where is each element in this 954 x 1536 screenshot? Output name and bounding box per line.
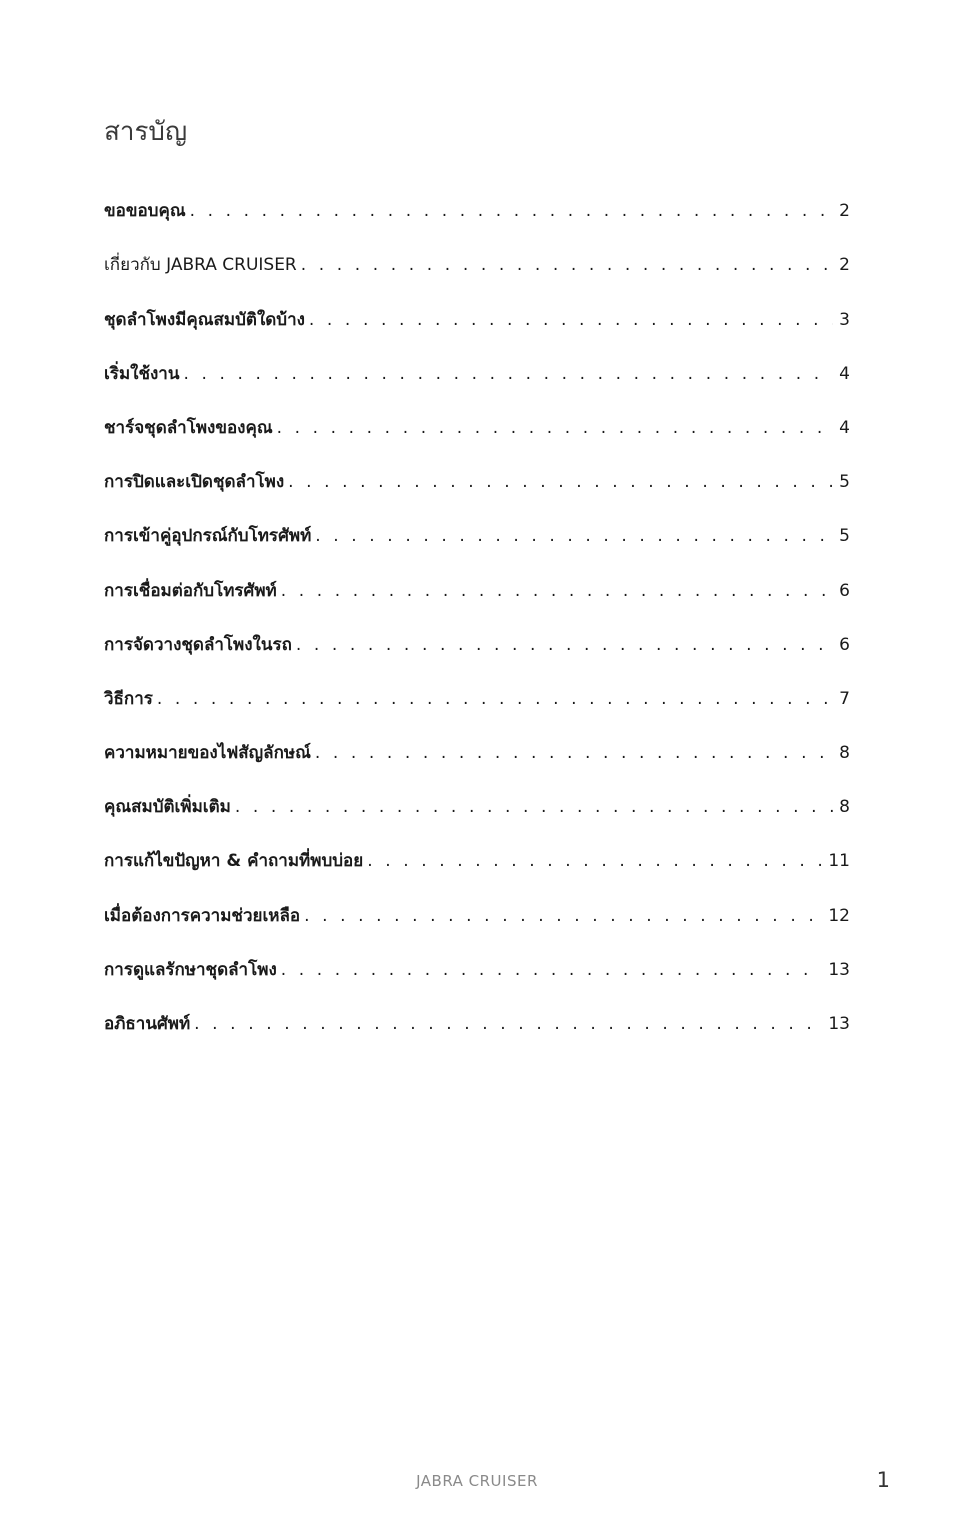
toc-entry-page: 4 [839,417,850,438]
toc-entry[interactable] [104,985,850,1039]
toc-entry-label: อภิธานศัพท์ [104,1014,191,1034]
toc-entry[interactable] [104,280,850,334]
toc-entry[interactable] [104,660,850,714]
page-number: 1 [876,1468,890,1492]
toc-entry[interactable] [104,172,850,226]
toc-entry[interactable] [104,443,850,497]
toc-entry[interactable] [104,931,850,985]
toc-entry-label: การเชื่อมต่อกับโทรศัพท์ [104,580,277,601]
toc-entry-label: การจัดวางชุดลำโพงในรถ [104,634,292,655]
dot-leader [277,413,834,443]
dot-leader [309,305,833,335]
dot-leader [367,846,822,876]
toc-entry-label: เริ่มใช้งาน [104,363,180,384]
dot-leader [281,955,823,985]
toc-entry-page: 4 [839,363,850,384]
toc-entry-label: การเข้าคู่อุปกรณ์กับโทรศัพท์ [104,526,312,547]
toc-entry-label: ขอขอบคุณ [104,201,186,222]
toc-entry[interactable] [104,497,850,551]
toc-entry-label: ความหมายของไฟสัญลักษณ์ [104,743,311,764]
toc-entry-label: คุณสมบัติเพิ่มเติม [104,797,231,818]
dot-leader [157,684,833,714]
toc-entry-label: ชุดลำโพงมีคุณสมบัติใดบ้าง [104,309,305,330]
toc-entry-page: 13 [828,959,850,980]
toc-entry-page: 11 [828,851,850,872]
toc-entry[interactable] [104,335,850,389]
toc-entry-page: 5 [839,526,850,547]
page-title: สารบัญ [104,117,188,147]
toc-entry-page: 6 [839,580,850,601]
toc-entry-page: 5 [839,472,850,493]
toc-entry-label: วิธีการ [104,688,153,709]
dot-leader [183,359,833,389]
toc-entry-page: 8 [839,743,850,764]
footer-brand: JABRA CRUISER [416,1472,538,1490]
toc-entry-page: 8 [839,797,850,818]
toc-entry-label: เกี่ยวกับ JABRA CRUISER [104,255,297,276]
toc-entry-label: การดูแลรักษาชุดลำโพง [104,959,277,980]
dot-leader [190,196,834,226]
dot-leader [315,521,833,551]
toc-entry[interactable] [104,551,850,605]
toc-entry-label: ชาร์จชุดลำโพงของคุณ [104,417,273,438]
toc-entry[interactable] [104,606,850,660]
toc-entry-page: 13 [828,1014,850,1034]
dot-leader [304,901,822,931]
toc-entry-page: 2 [839,255,850,276]
table-of-contents [104,172,850,1039]
dot-leader [235,792,833,822]
toc-entry-page: 12 [828,905,850,926]
toc-entry[interactable] [104,389,850,443]
toc-entry-label: การปิดและเปิดชุดลำโพง [104,472,285,493]
toc-entry[interactable] [104,714,850,768]
dot-leader [288,467,833,497]
toc-entry[interactable] [104,876,850,930]
dot-leader [194,1009,822,1039]
dot-leader [281,576,833,606]
dot-leader [315,738,833,768]
toc-entry-page: 7 [839,688,850,709]
toc-entry-label: การแก้ไขปัญหา & คำถามที่พบบ่อย [104,851,364,872]
dot-leader [301,250,833,280]
toc-entry-page: 3 [839,309,850,330]
toc-entry-label: เมื่อต้องการความช่วยเหลือ [104,905,301,926]
toc-entry[interactable] [104,768,850,822]
toc-entry-page: 6 [839,634,850,655]
dot-leader [296,630,833,660]
toc-entry-page: 2 [839,201,850,222]
toc-entry[interactable] [104,226,850,280]
toc-entry[interactable] [104,822,850,876]
